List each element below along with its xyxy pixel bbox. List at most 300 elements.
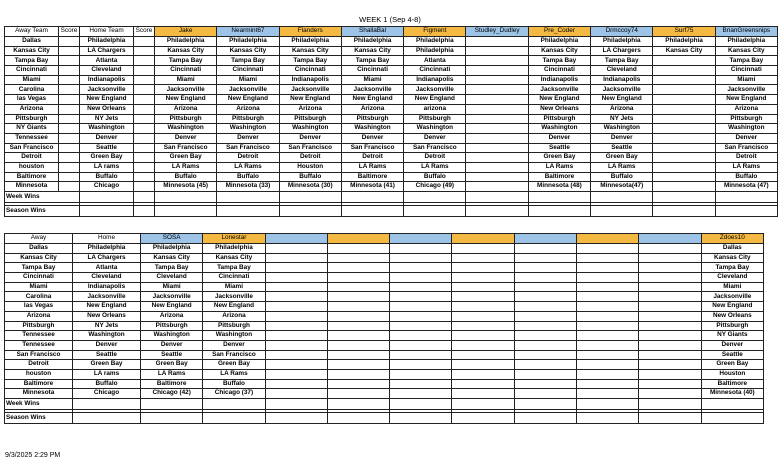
pick-cell[interactable]: Philadelphia [155, 37, 217, 47]
player-header[interactable] [452, 234, 514, 244]
pick-cell[interactable]: Denver [404, 133, 466, 143]
pick-cell[interactable]: San Francisco [203, 350, 265, 360]
home-team-cell[interactable]: Denver [80, 133, 134, 143]
home-team-cell[interactable]: Cleveland [73, 273, 141, 283]
home-score-cell[interactable] [134, 75, 155, 85]
away-team-cell[interactable]: San Francisco [5, 350, 73, 360]
pick-cell[interactable]: LA Rams [341, 162, 403, 172]
season-wins-row-cell[interactable] [653, 206, 715, 217]
pick-cell[interactable] [265, 331, 327, 341]
pick-cell[interactable]: Jacksonville [203, 292, 265, 302]
pick-cell[interactable]: Washington [528, 124, 590, 134]
home-team-cell[interactable]: Seattle [80, 143, 134, 153]
pick-cell[interactable] [639, 340, 701, 350]
away-team-cell[interactable]: Cincinnati [5, 66, 59, 76]
pick-cell[interactable] [577, 273, 639, 283]
week-wins-row-cell[interactable] [134, 192, 155, 203]
pick-cell[interactable] [639, 253, 701, 263]
pick-cell[interactable] [265, 360, 327, 370]
week-wins-row-cell[interactable] [715, 192, 777, 203]
home-team-cell[interactable]: New Orleans [80, 104, 134, 114]
home-team-cell[interactable]: Cleveland [80, 66, 134, 76]
away-team-cell[interactable]: Miami [5, 75, 59, 85]
season-wins-row-cell[interactable] [639, 413, 701, 424]
pick-cell[interactable]: Jacksonville [528, 85, 590, 95]
week-wins-row-cell[interactable] [279, 192, 341, 203]
home-score-cell[interactable] [134, 162, 155, 172]
pick-cell[interactable]: New Orleans [528, 104, 590, 114]
pick-cell[interactable] [639, 263, 701, 273]
pick-cell[interactable]: Cincinnati [404, 66, 466, 76]
home-team-header[interactable]: Home Team [80, 27, 134, 37]
pick-cell[interactable]: Cleveland [141, 273, 203, 283]
pick-cell[interactable] [653, 124, 715, 134]
pick-cell[interactable] [265, 321, 327, 331]
away-team-header[interactable]: Away [5, 234, 73, 244]
pick-cell[interactable]: Tampa Bay [217, 56, 279, 66]
pick-cell[interactable]: Denver [701, 340, 763, 350]
pick-cell[interactable]: LA Rams [155, 162, 217, 172]
pick-cell[interactable] [265, 340, 327, 350]
week-wins-row-label[interactable]: Week Wins [5, 399, 73, 410]
pick-cell[interactable] [514, 389, 576, 399]
pick-cell[interactable]: New England [141, 302, 203, 312]
season-wins-row-cell[interactable] [80, 206, 134, 217]
pick-cell[interactable]: Philadelphia [217, 37, 279, 47]
pick-cell[interactable] [577, 340, 639, 350]
player-header[interactable]: ShallaBal [341, 27, 403, 37]
pick-cell[interactable]: Denver [155, 133, 217, 143]
away-score-cell[interactable] [59, 153, 80, 163]
pick-cell[interactable]: Philadelphia [341, 37, 403, 47]
pick-cell[interactable] [327, 282, 389, 292]
pick-cell[interactable]: Pittsburgh [404, 114, 466, 124]
week-wins-row-cell[interactable] [155, 192, 217, 203]
player-header[interactable] [577, 234, 639, 244]
pick-cell[interactable]: Kansas City [528, 46, 590, 56]
home-team-cell[interactable]: LA Chargers [73, 253, 141, 263]
home-team-cell[interactable]: LA rams [73, 369, 141, 379]
pick-cell[interactable]: Dallas [701, 244, 763, 254]
away-score-cell[interactable] [59, 95, 80, 105]
home-team-cell[interactable]: New England [80, 95, 134, 105]
pick-cell[interactable]: Arizona [591, 104, 653, 114]
pick-cell[interactable]: Buffalo [155, 172, 217, 182]
pick-cell[interactable]: Miami [155, 75, 217, 85]
pick-cell[interactable] [466, 162, 528, 172]
player-header[interactable]: Studley_Dudley [466, 27, 528, 37]
pick-cell[interactable]: Tampa Bay [341, 56, 403, 66]
away-team-cell[interactable]: NY Giants [5, 124, 59, 134]
pick-cell[interactable]: Arizona [203, 311, 265, 321]
home-score-cell[interactable] [134, 56, 155, 66]
away-team-cell[interactable]: Dallas [5, 244, 73, 254]
pick-cell[interactable]: Philadelphia [404, 46, 466, 56]
pick-cell[interactable] [327, 360, 389, 370]
pick-cell[interactable] [639, 273, 701, 283]
player-header[interactable]: Surf75 [653, 27, 715, 37]
pick-cell[interactable] [452, 350, 514, 360]
pick-cell[interactable]: Minnesota (41) [341, 182, 403, 192]
away-team-cell[interactable]: las Vegas [5, 95, 59, 105]
pick-cell[interactable] [577, 302, 639, 312]
week-wins-row-cell[interactable] [466, 192, 528, 203]
pick-cell[interactable] [265, 253, 327, 263]
pick-cell[interactable] [327, 389, 389, 399]
pick-cell[interactable] [265, 244, 327, 254]
pick-cell[interactable]: New England [701, 302, 763, 312]
away-team-cell[interactable]: Pittsburgh [5, 321, 73, 331]
pick-cell[interactable] [452, 263, 514, 273]
pick-cell[interactable]: New England [404, 95, 466, 105]
pick-cell[interactable]: Detroit [715, 153, 777, 163]
pick-cell[interactable] [327, 311, 389, 321]
pick-cell[interactable] [653, 172, 715, 182]
pick-cell[interactable] [265, 369, 327, 379]
away-team-cell[interactable]: Detroit [5, 360, 73, 370]
pick-cell[interactable]: Minnesota (48) [528, 182, 590, 192]
pick-cell[interactable]: Baltimore [341, 172, 403, 182]
pick-cell[interactable] [514, 369, 576, 379]
pick-cell[interactable]: Philadelphia [203, 244, 265, 254]
pick-cell[interactable] [639, 311, 701, 321]
pick-cell[interactable]: Washington [279, 124, 341, 134]
pick-cell[interactable]: Cincinnati [341, 66, 403, 76]
season-wins-row-cell[interactable] [265, 413, 327, 424]
pick-cell[interactable]: Arizona [155, 104, 217, 114]
season-wins-row-cell[interactable] [577, 413, 639, 424]
pick-cell[interactable] [452, 379, 514, 389]
player-header[interactable] [390, 234, 452, 244]
pick-cell[interactable] [653, 162, 715, 172]
week-wins-row-label[interactable]: Week Wins [5, 192, 80, 203]
home-team-cell[interactable]: Washington [73, 331, 141, 341]
pick-cell[interactable]: New England [203, 302, 265, 312]
away-score-cell[interactable] [59, 37, 80, 47]
pick-cell[interactable] [466, 46, 528, 56]
pick-cell[interactable]: New England [217, 95, 279, 105]
pick-cell[interactable] [639, 331, 701, 341]
pick-cell[interactable]: Miami [341, 75, 403, 85]
home-team-cell[interactable]: Atlanta [80, 56, 134, 66]
pick-cell[interactable] [639, 244, 701, 254]
season-wins-row-cell[interactable] [390, 413, 452, 424]
pick-cell[interactable] [390, 302, 452, 312]
pick-cell[interactable]: Washington [715, 124, 777, 134]
pick-cell[interactable]: Washington [217, 124, 279, 134]
pick-cell[interactable] [639, 350, 701, 360]
away-team-cell[interactable]: Tennessee [5, 331, 73, 341]
pick-cell[interactable]: Miami [203, 282, 265, 292]
pick-cell[interactable]: Cincinnati [203, 273, 265, 283]
pick-cell[interactable] [577, 369, 639, 379]
pick-cell[interactable] [466, 56, 528, 66]
pick-cell[interactable] [514, 321, 576, 331]
pick-cell[interactable] [466, 124, 528, 134]
pick-cell[interactable]: Denver [217, 133, 279, 143]
pick-cell[interactable]: Kansas City [653, 46, 715, 56]
pick-cell[interactable]: Houston [701, 369, 763, 379]
pick-cell[interactable] [577, 292, 639, 302]
pick-cell[interactable]: Jacksonville [341, 85, 403, 95]
pick-cell[interactable]: Arizona [141, 311, 203, 321]
pick-cell[interactable] [653, 182, 715, 192]
pick-cell[interactable]: Washington [141, 331, 203, 341]
pick-cell[interactable] [327, 273, 389, 283]
pick-cell[interactable] [265, 273, 327, 283]
pick-cell[interactable] [577, 244, 639, 254]
pick-cell[interactable] [390, 331, 452, 341]
week-wins-row-cell[interactable] [217, 192, 279, 203]
pick-cell[interactable]: Denver [141, 340, 203, 350]
pick-cell[interactable]: NY Jets [591, 114, 653, 124]
pick-cell[interactable] [639, 379, 701, 389]
player-header[interactable]: BrianGreensnips [715, 27, 777, 37]
pick-cell[interactable] [452, 321, 514, 331]
away-team-cell[interactable]: Carolina [5, 292, 73, 302]
away-score-cell[interactable] [59, 56, 80, 66]
pick-cell[interactable]: Minnesota (33) [217, 182, 279, 192]
pick-cell[interactable]: Pittsburgh [341, 114, 403, 124]
player-header[interactable]: Jake [155, 27, 217, 37]
pick-cell[interactable] [452, 311, 514, 321]
pick-cell[interactable]: LA Rams [715, 162, 777, 172]
pick-cell[interactable] [639, 389, 701, 399]
away-team-cell[interactable]: houston [5, 162, 59, 172]
pick-cell[interactable]: Jacksonville [279, 85, 341, 95]
player-header[interactable] [639, 234, 701, 244]
pick-cell[interactable]: Pittsburgh [701, 321, 763, 331]
season-wins-row-cell[interactable] [591, 206, 653, 217]
pick-cell[interactable]: LA Rams [528, 162, 590, 172]
pick-cell[interactable]: Indianapolis [279, 75, 341, 85]
week-wins-row-cell[interactable] [80, 192, 134, 203]
pick-cell[interactable]: New England [155, 95, 217, 105]
pick-cell[interactable]: Washington [155, 124, 217, 134]
home-team-cell[interactable]: Philadelphia [80, 37, 134, 47]
pick-cell[interactable]: Buffalo [404, 172, 466, 182]
pick-cell[interactable]: Buffalo [217, 172, 279, 182]
away-score-cell[interactable] [59, 114, 80, 124]
pick-cell[interactable]: Kansas City [341, 46, 403, 56]
pick-cell[interactable]: arizona [404, 104, 466, 114]
home-score-cell[interactable] [134, 143, 155, 153]
pick-cell[interactable] [653, 56, 715, 66]
pick-cell[interactable] [390, 360, 452, 370]
home-team-cell[interactable]: Atlanta [73, 263, 141, 273]
home-score-cell[interactable] [134, 104, 155, 114]
pick-cell[interactable]: Arizona [279, 104, 341, 114]
pick-cell[interactable]: Seattle [528, 143, 590, 153]
season-wins-row-label[interactable]: Season Wins [5, 413, 73, 424]
pick-cell[interactable] [265, 302, 327, 312]
pick-cell[interactable] [466, 104, 528, 114]
pick-cell[interactable]: Pittsburgh [155, 114, 217, 124]
away-score-cell[interactable] [59, 143, 80, 153]
pick-cell[interactable] [452, 340, 514, 350]
week-wins-row-cell[interactable] [639, 399, 701, 410]
pick-cell[interactable] [577, 331, 639, 341]
home-team-header[interactable]: Home [73, 234, 141, 244]
season-wins-row-cell[interactable] [73, 413, 141, 424]
pick-cell[interactable] [514, 350, 576, 360]
pick-cell[interactable]: Seattle [141, 350, 203, 360]
pick-cell[interactable] [577, 311, 639, 321]
pick-cell[interactable]: Buffalo [715, 172, 777, 182]
pick-cell[interactable] [390, 311, 452, 321]
home-team-cell[interactable]: Green Bay [73, 360, 141, 370]
pick-cell[interactable] [452, 244, 514, 254]
pick-cell[interactable] [390, 379, 452, 389]
away-team-cell[interactable]: Cincinnati [5, 273, 73, 283]
pick-cell[interactable]: Cincinnati [715, 66, 777, 76]
pick-cell[interactable] [265, 282, 327, 292]
home-team-cell[interactable]: LA Chargers [80, 46, 134, 56]
away-team-cell[interactable]: Baltimore [5, 172, 59, 182]
pick-cell[interactable] [390, 321, 452, 331]
week-wins-row-cell[interactable] [265, 399, 327, 410]
player-header[interactable] [327, 234, 389, 244]
pick-cell[interactable] [452, 282, 514, 292]
pick-cell[interactable]: Detroit [279, 153, 341, 163]
pick-cell[interactable]: New England [279, 95, 341, 105]
home-score-cell[interactable] [134, 133, 155, 143]
pick-cell[interactable] [390, 253, 452, 263]
away-team-cell[interactable]: houston [5, 369, 73, 379]
player-header[interactable]: Pre_Coder [528, 27, 590, 37]
pick-cell[interactable]: Green Bay [528, 153, 590, 163]
pick-cell[interactable]: Philadelphia [279, 37, 341, 47]
pick-cell[interactable]: Kansas City [701, 253, 763, 263]
pick-cell[interactable] [466, 182, 528, 192]
home-team-cell[interactable]: Green Bay [80, 153, 134, 163]
pick-cell[interactable]: Philadelphia [404, 37, 466, 47]
pick-cell[interactable]: Jacksonville [701, 292, 763, 302]
pick-cell[interactable] [390, 282, 452, 292]
home-team-cell[interactable]: Denver [73, 340, 141, 350]
pick-cell[interactable]: Tampa Bay [701, 263, 763, 273]
pick-cell[interactable] [327, 263, 389, 273]
pick-cell[interactable] [577, 389, 639, 399]
pick-cell[interactable] [452, 273, 514, 283]
pick-cell[interactable] [514, 244, 576, 254]
pick-cell[interactable] [639, 302, 701, 312]
week-wins-row-cell[interactable] [528, 192, 590, 203]
player-header[interactable] [514, 234, 576, 244]
home-team-cell[interactable]: New Orleans [73, 311, 141, 321]
week-wins-row-cell[interactable] [203, 399, 265, 410]
away-team-cell[interactable]: Arizona [5, 104, 59, 114]
pick-cell[interactable]: Minnesota (30) [279, 182, 341, 192]
pick-cell[interactable] [514, 331, 576, 341]
home-team-cell[interactable]: Buffalo [73, 379, 141, 389]
pick-cell[interactable]: Philadelphia [591, 37, 653, 47]
pick-cell[interactable] [577, 263, 639, 273]
pick-cell[interactable] [390, 244, 452, 254]
pick-cell[interactable] [466, 85, 528, 95]
pick-cell[interactable]: Tampa Bay [155, 56, 217, 66]
away-score-cell[interactable] [59, 46, 80, 56]
season-wins-row-cell[interactable] [141, 413, 203, 424]
away-team-cell[interactable]: Arizona [5, 311, 73, 321]
away-team-cell[interactable]: Minnesota [5, 182, 59, 192]
pick-cell[interactable] [639, 321, 701, 331]
pick-cell[interactable]: LA Chargers [591, 46, 653, 56]
pick-cell[interactable] [327, 302, 389, 312]
pick-cell[interactable]: Cincinnati [155, 66, 217, 76]
pick-cell[interactable]: Cincinnati [528, 66, 590, 76]
pick-cell[interactable] [653, 85, 715, 95]
pick-cell[interactable]: Minnesota (40) [701, 389, 763, 399]
pick-cell[interactable]: LA Rams [591, 162, 653, 172]
home-score-cell[interactable] [134, 95, 155, 105]
pick-cell[interactable]: Buffalo [203, 379, 265, 389]
pick-cell[interactable]: New England [715, 95, 777, 105]
season-wins-row-cell[interactable] [155, 206, 217, 217]
pick-cell[interactable]: Kansas City [141, 253, 203, 263]
pick-cell[interactable] [327, 369, 389, 379]
pick-cell[interactable]: Detroit [404, 153, 466, 163]
pick-cell[interactable]: Denver [279, 133, 341, 143]
pick-cell[interactable]: San Francisco [715, 143, 777, 153]
away-team-cell[interactable]: Pittsburgh [5, 114, 59, 124]
pick-cell[interactable]: New England [341, 95, 403, 105]
pick-cell[interactable] [265, 350, 327, 360]
home-team-cell[interactable]: Indianapolis [80, 75, 134, 85]
pick-cell[interactable] [265, 379, 327, 389]
pick-cell[interactable]: Washington [203, 331, 265, 341]
away-team-cell[interactable]: Tampa Bay [5, 263, 73, 273]
pick-cell[interactable]: Arizona [341, 104, 403, 114]
pick-cell[interactable]: Baltimore [528, 172, 590, 182]
pick-cell[interactable] [452, 360, 514, 370]
home-team-cell[interactable]: Philadelphia [73, 244, 141, 254]
pick-cell[interactable]: San Francisco [155, 143, 217, 153]
home-team-cell[interactable]: Jacksonville [73, 292, 141, 302]
away-team-cell[interactable]: San Francisco [5, 143, 59, 153]
away-team-cell[interactable]: Tennessee [5, 340, 73, 350]
pick-cell[interactable]: Jacksonville [217, 85, 279, 95]
pick-cell[interactable]: Green Bay [591, 153, 653, 163]
pick-cell[interactable]: Green Bay [155, 153, 217, 163]
pick-cell[interactable]: Cleveland [701, 273, 763, 283]
pick-cell[interactable]: Washington [404, 124, 466, 134]
pick-cell[interactable] [653, 114, 715, 124]
score-header[interactable]: Score [59, 27, 80, 37]
pick-cell[interactable]: Philadelphia [141, 244, 203, 254]
pick-cell[interactable] [327, 292, 389, 302]
pick-cell[interactable]: San Francisco [404, 143, 466, 153]
pick-cell[interactable] [466, 133, 528, 143]
pick-cell[interactable] [265, 292, 327, 302]
pick-cell[interactable]: Baltimore [701, 379, 763, 389]
pick-cell[interactable] [466, 172, 528, 182]
player-header[interactable]: Figment [404, 27, 466, 37]
home-score-cell[interactable] [134, 66, 155, 76]
pick-cell[interactable]: Indianapolis [528, 75, 590, 85]
pick-cell[interactable] [639, 360, 701, 370]
pick-cell[interactable] [639, 292, 701, 302]
home-score-cell[interactable] [134, 124, 155, 134]
pick-cell[interactable] [653, 133, 715, 143]
pick-cell[interactable]: Green Bay [701, 360, 763, 370]
pick-cell[interactable] [514, 253, 576, 263]
pick-cell[interactable]: Pittsburgh [528, 114, 590, 124]
pick-cell[interactable]: Denver [715, 133, 777, 143]
pick-cell[interactable]: Green Bay [141, 360, 203, 370]
pick-cell[interactable]: LA Rams [217, 162, 279, 172]
season-wins-row-cell[interactable] [452, 413, 514, 424]
